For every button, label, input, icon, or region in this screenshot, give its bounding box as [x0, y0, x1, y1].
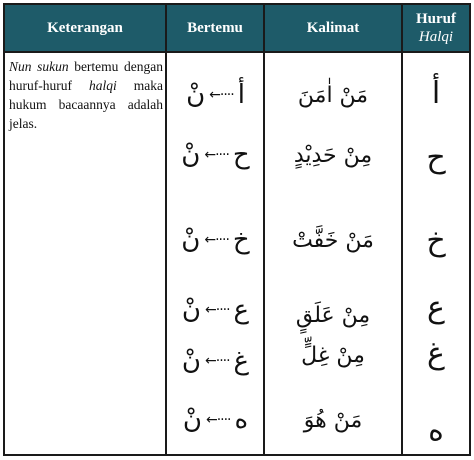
kalimat-cell: مَنْ خَفَّتْ [292, 227, 374, 253]
header-halqi: Halqi [418, 29, 454, 45]
arrow-icon: ←···· [205, 412, 231, 428]
halqi-letter: أ [237, 80, 245, 110]
kalimat-cell: مَنْ اٰمَنَ [297, 82, 369, 108]
kalimat-cell: مَنْ هُوَ [303, 407, 363, 433]
header-kalimat: Kalimat [306, 20, 360, 36]
bertemu-cell [169, 400, 262, 440]
nun-sukun: نْ [181, 346, 202, 376]
arrow-icon: ←···· [204, 147, 229, 163]
column-divider [165, 5, 167, 454]
bertemu-cell [169, 75, 262, 115]
nun-sukun: نْ [182, 405, 202, 435]
desc-term-nun-sukun: Nun sukun [9, 59, 69, 74]
nun-sukun: نْ [181, 295, 202, 325]
nun-sukun: نْ [181, 140, 201, 170]
header-divider [5, 51, 469, 53]
header-keterangan: Keterangan [47, 20, 123, 36]
huruf-halqi-cell: خ [426, 222, 446, 258]
bertemu-cell [169, 135, 262, 175]
halqi-letter: ه [234, 405, 249, 435]
halqi-letter: ع [233, 295, 250, 325]
keterangan-text [9, 57, 163, 133]
huruf-halqi-cell: ه [428, 412, 444, 448]
bertemu-cell [169, 290, 262, 330]
header-huruf: Huruf [415, 11, 456, 27]
nun-sukun: نْ [186, 80, 206, 110]
bertemu-cell [169, 220, 262, 260]
arrow-icon: ←···· [209, 87, 234, 103]
hukum-table [3, 3, 471, 456]
kalimat-cell: مِنْ غِلٍّ [301, 342, 365, 368]
arrow-icon: ←···· [204, 232, 229, 248]
huruf-halqi-cell: غ [427, 335, 445, 371]
desc-text: bertemu dengan huruf-huruf [9, 59, 163, 93]
kalimat-cell: مِنْ حَدِيْدٍ [293, 142, 373, 168]
bertemu-cell [169, 341, 262, 381]
huruf-halqi-cell: ع [427, 289, 445, 325]
huruf-halqi-cell: ح [426, 139, 446, 175]
desc-term-halqi: halqi [88, 78, 117, 93]
halqi-letter: ح [232, 140, 250, 170]
kalimat-cell: مِنْ عَلَقٍ [295, 302, 371, 328]
halqi-letter: خ [232, 225, 250, 255]
arrow-icon: ←···· [205, 353, 230, 369]
arrow-icon: ←···· [205, 302, 230, 318]
halqi-letter: غ [233, 346, 250, 376]
huruf-halqi-cell: أ [431, 75, 441, 111]
header-huruf-halqi [403, 5, 469, 51]
desc-text-end: maka hukum bacaannya adalah jelas. [9, 78, 163, 131]
header-bertemu: Bertemu [187, 20, 243, 36]
nun-sukun: نْ [181, 225, 201, 255]
